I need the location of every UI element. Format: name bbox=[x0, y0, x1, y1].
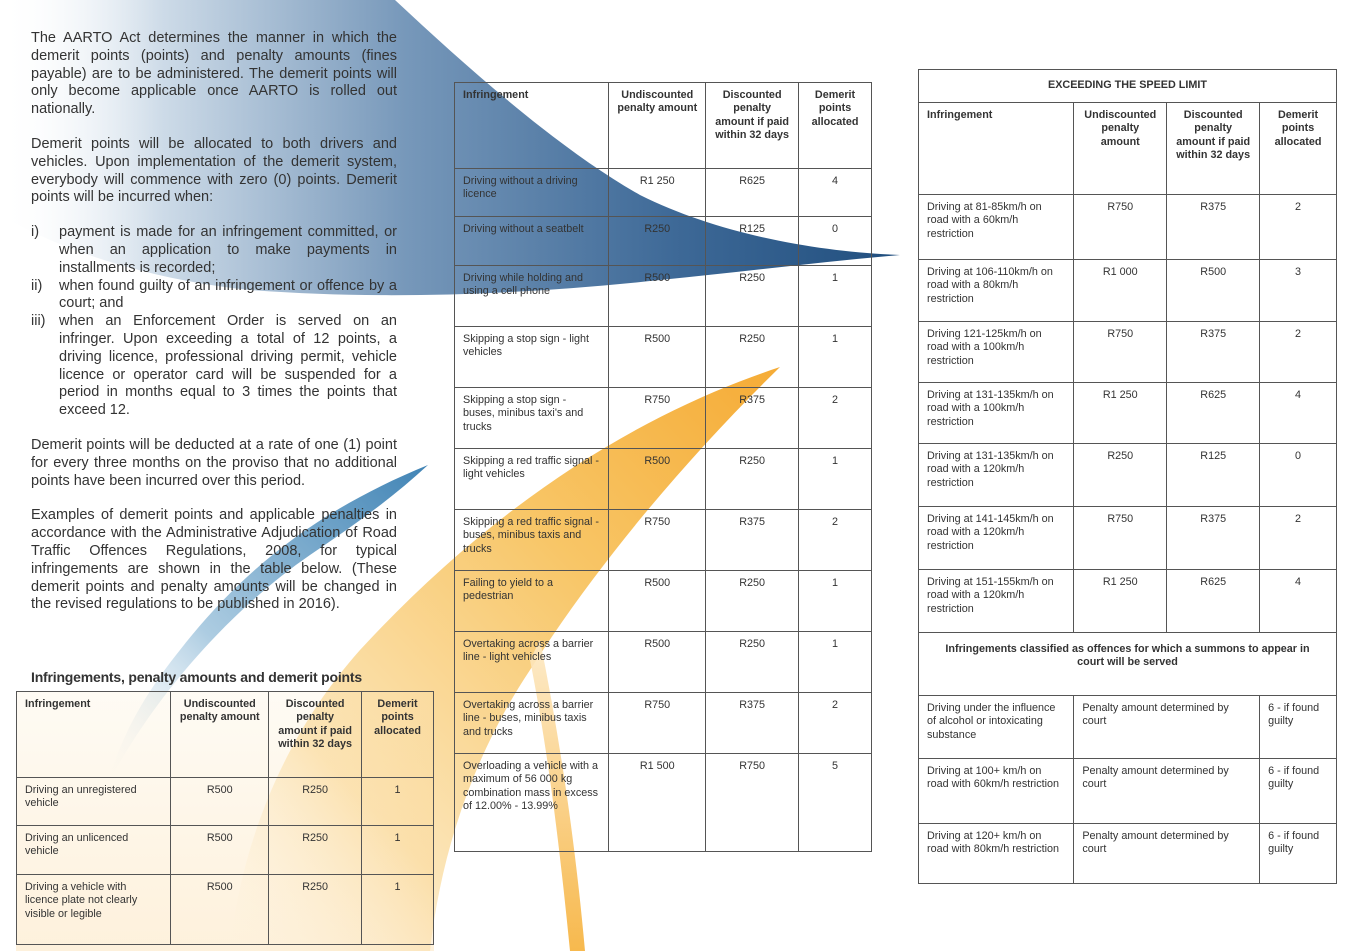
cell-undiscounted: R750 bbox=[609, 388, 706, 449]
table-row bbox=[455, 388, 872, 449]
cell-discounted: R750 bbox=[706, 754, 799, 852]
table-row bbox=[455, 169, 872, 217]
cell-points: 4 bbox=[799, 169, 872, 217]
cell-points: 1 bbox=[799, 327, 872, 388]
cell-infringement: Driving at 81-85km/h on road with a 60km/h restriction bbox=[919, 195, 1074, 260]
table-row bbox=[455, 327, 872, 388]
table-row bbox=[455, 266, 872, 327]
cell-points: 1 bbox=[799, 571, 872, 632]
list-text: when an Enforcement Order is served on an infringer. Upon exceeding a total of 12 points, a driving licence, professional driving permit, vehicle licence or operator card will be suspended for a period in months equal to 3 times the points that exceed 12. bbox=[59, 313, 397, 419]
cell-penalty: Penalty amount determined by court bbox=[1074, 696, 1260, 759]
table-header-row bbox=[17, 692, 434, 778]
cell-discounted: R375 bbox=[1167, 507, 1260, 570]
header-infringement: Infringement bbox=[17, 692, 171, 778]
table-row bbox=[455, 217, 872, 266]
cell-points: 1 bbox=[362, 875, 434, 945]
cell-infringement: Skipping a red traffic signal - buses, minibus taxis and trucks bbox=[455, 510, 609, 571]
header-undiscounted: Undiscounted penalty amount bbox=[609, 83, 706, 169]
header-discounted: Discounted penalty amount if paid within 32 days bbox=[706, 83, 799, 169]
cell-points: 1 bbox=[799, 632, 872, 693]
cell-infringement: Driving at 131-135km/h on road with a 120km/h restriction bbox=[919, 444, 1074, 507]
table-row bbox=[455, 693, 872, 754]
cell-infringement: Driving at 131-135km/h on road with a 100km/h restriction bbox=[919, 383, 1074, 444]
header-discounted: Discounted penalty amount if paid within 32 days bbox=[269, 692, 362, 778]
list-item bbox=[31, 224, 397, 277]
cell-points: 4 bbox=[1260, 383, 1337, 444]
cell-points: 2 bbox=[799, 510, 872, 571]
cell-discounted: R500 bbox=[1167, 260, 1260, 322]
cell-undiscounted: R250 bbox=[1074, 444, 1167, 507]
cell-undiscounted: R750 bbox=[1074, 507, 1167, 570]
header-infringement: Infringement bbox=[455, 83, 609, 169]
cell-undiscounted: R750 bbox=[609, 510, 706, 571]
table-row bbox=[455, 571, 872, 632]
cell-discounted: R250 bbox=[706, 449, 799, 510]
cell-discounted: R250 bbox=[706, 571, 799, 632]
table-row bbox=[919, 507, 1337, 570]
cell-undiscounted: R250 bbox=[609, 217, 706, 266]
list-text: payment is made for an infringement committed, or when an application to make payments in installments is recorded; bbox=[59, 224, 397, 276]
cell-discounted: R250 bbox=[269, 778, 362, 826]
cell-undiscounted: R750 bbox=[1074, 195, 1167, 260]
table-row bbox=[919, 195, 1337, 260]
cell-points: 2 bbox=[1260, 507, 1337, 570]
table-row bbox=[455, 632, 872, 693]
cell-points: 2 bbox=[1260, 195, 1337, 260]
table-row bbox=[455, 449, 872, 510]
table-row bbox=[919, 322, 1337, 383]
cell-undiscounted: R750 bbox=[1074, 322, 1167, 383]
cell-points: 2 bbox=[799, 693, 872, 754]
header-infringement: Infringement bbox=[919, 103, 1074, 195]
cell-points: 2 bbox=[799, 388, 872, 449]
cell-infringement: Driving while holding and using a cell phone bbox=[455, 266, 609, 327]
offence-heading-row bbox=[919, 633, 1337, 696]
list-number: ii) bbox=[31, 277, 43, 294]
cell-points: 6 - if found guilty bbox=[1260, 696, 1337, 759]
cell-undiscounted: R1 500 bbox=[609, 754, 706, 852]
list-item bbox=[31, 278, 397, 314]
cell-discounted: R250 bbox=[706, 632, 799, 693]
cell-undiscounted: R750 bbox=[609, 693, 706, 754]
table-header-row bbox=[455, 83, 872, 169]
infringements-table-2 bbox=[454, 82, 872, 852]
cell-infringement: Overloading a vehicle with a maximum of 56 000 kg combination mass in excess of 12.00% - 13.99% bbox=[455, 754, 609, 852]
cell-points: 0 bbox=[799, 217, 872, 266]
list-number: i) bbox=[31, 224, 40, 241]
speed-limit-table bbox=[918, 69, 1337, 884]
table-header-row bbox=[919, 103, 1337, 195]
table-row bbox=[919, 696, 1337, 759]
cell-discounted: R250 bbox=[269, 875, 362, 945]
cell-points: 1 bbox=[799, 266, 872, 327]
cell-undiscounted: R1 250 bbox=[1074, 383, 1167, 444]
table-row bbox=[455, 754, 872, 852]
table-row bbox=[919, 824, 1337, 884]
cell-discounted: R375 bbox=[706, 510, 799, 571]
cell-penalty: Penalty amount determined by court bbox=[1074, 824, 1260, 884]
intro-paragraph-3: Demerit points will be deducted at a rate of one (1) point for every three months on the proviso that no additional points have been incurred over this period. bbox=[31, 436, 397, 489]
cell-points: 4 bbox=[1260, 570, 1337, 633]
section-heading: Infringements, penalty amounts and demerit points bbox=[31, 669, 362, 685]
cell-discounted: R125 bbox=[706, 217, 799, 266]
table-title-row bbox=[919, 70, 1337, 103]
cell-points: 2 bbox=[1260, 322, 1337, 383]
cell-discounted: R375 bbox=[1167, 195, 1260, 260]
offence-heading: Infringements classified as offences for which a summons to appear in court will be served bbox=[919, 633, 1337, 696]
list-item bbox=[31, 313, 397, 420]
cell-infringement: Failing to yield to a pedestrian bbox=[455, 571, 609, 632]
cell-points: 6 - if found guilty bbox=[1260, 759, 1337, 824]
cell-discounted: R375 bbox=[706, 388, 799, 449]
cell-discounted: R625 bbox=[1167, 570, 1260, 633]
cell-infringement: Driving at 151-155km/h on road with a 120km/h restriction bbox=[919, 570, 1074, 633]
cell-undiscounted: R500 bbox=[609, 571, 706, 632]
cell-infringement: Driving at 106-110km/h on road with a 80km/h restriction bbox=[919, 260, 1074, 322]
list-text: when found guilty of an infringement or offence by a court; and bbox=[59, 277, 397, 312]
cell-points: 5 bbox=[799, 754, 872, 852]
cell-infringement: Driving at 141-145km/h on road with a 120km/h restriction bbox=[919, 507, 1074, 570]
intro-paragraph-4: Examples of demerit points and applicable penalties in accordance with the Administrative Adjudication of Road Traffic Offences Regulations, 2008, for typical infringements are shown in the table below. (These demerit points and penalty amounts will be changed in the revised regulations to be published in 2016). bbox=[31, 507, 397, 613]
cell-infringement: Driving an unregistered vehicle bbox=[17, 778, 171, 826]
cell-undiscounted: R1 000 bbox=[1074, 260, 1167, 322]
cell-infringement: Driving at 100+ km/h on road with 60km/h restriction bbox=[919, 759, 1074, 824]
cell-discounted: R625 bbox=[1167, 383, 1260, 444]
list-number: iii) bbox=[31, 313, 46, 330]
intro-paragraph-1: The AARTO Act determines the manner in which the demerit points (points) and penalty amounts (fines payable) are to be administered. The demerit points will only become applicable once AARTO is rolled out nationally. bbox=[31, 30, 397, 118]
header-undiscounted: Undiscounted penalty amount bbox=[1074, 103, 1167, 195]
header-points: Demerit points allocated bbox=[362, 692, 434, 778]
header-points: Demerit points allocated bbox=[799, 83, 872, 169]
cell-infringement: Driving without a driving licence bbox=[455, 169, 609, 217]
cell-infringement: Driving at 120+ km/h on road with 80km/h restriction bbox=[919, 824, 1074, 884]
table-row bbox=[17, 875, 434, 945]
cell-points: 1 bbox=[362, 826, 434, 875]
cell-infringement: Driving under the influence of alcohol or intoxicating substance bbox=[919, 696, 1074, 759]
cell-penalty: Penalty amount determined by court bbox=[1074, 759, 1260, 824]
header-points: Demerit points allocated bbox=[1260, 103, 1337, 195]
table-row bbox=[919, 260, 1337, 322]
table-row bbox=[17, 778, 434, 826]
header-undiscounted: Undiscounted penalty amount bbox=[171, 692, 269, 778]
cell-infringement: Skipping a red traffic signal - light vehicles bbox=[455, 449, 609, 510]
cell-undiscounted: R1 250 bbox=[609, 169, 706, 217]
table-row bbox=[919, 444, 1337, 507]
cell-undiscounted: R1 250 bbox=[1074, 570, 1167, 633]
cell-undiscounted: R500 bbox=[171, 778, 269, 826]
cell-points: 0 bbox=[1260, 444, 1337, 507]
cell-undiscounted: R500 bbox=[609, 632, 706, 693]
conditions-list bbox=[31, 224, 397, 420]
cell-infringement: Driving without a seatbelt bbox=[455, 217, 609, 266]
table-row bbox=[919, 570, 1337, 633]
table-row bbox=[455, 510, 872, 571]
infringements-table-1 bbox=[16, 691, 434, 945]
cell-undiscounted: R500 bbox=[609, 327, 706, 388]
intro-text bbox=[31, 30, 397, 631]
cell-points: 1 bbox=[799, 449, 872, 510]
cell-discounted: R250 bbox=[706, 266, 799, 327]
cell-discounted: R125 bbox=[1167, 444, 1260, 507]
cell-infringement: Driving a vehicle with licence plate not clearly visible or legible bbox=[17, 875, 171, 945]
intro-paragraph-2: Demerit points will be allocated to both drivers and vehicles. Upon implementation of the demerit system, everybody will commence with zero (0) points. Demerit points will be incurred when: bbox=[31, 135, 397, 206]
cell-points: 3 bbox=[1260, 260, 1337, 322]
header-discounted: Discounted penalty amount if paid within 32 days bbox=[1167, 103, 1260, 195]
cell-infringement: Driving 121-125km/h on road with a 100km/h restriction bbox=[919, 322, 1074, 383]
cell-discounted: R375 bbox=[706, 693, 799, 754]
cell-infringement: Skipping a stop sign - light vehicles bbox=[455, 327, 609, 388]
cell-discounted: R250 bbox=[269, 826, 362, 875]
table-row bbox=[919, 759, 1337, 824]
cell-infringement: Driving an unlicenced vehicle bbox=[17, 826, 171, 875]
cell-undiscounted: R500 bbox=[609, 266, 706, 327]
cell-discounted: R375 bbox=[1167, 322, 1260, 383]
cell-points: 6 - if found guilty bbox=[1260, 824, 1337, 884]
cell-discounted: R625 bbox=[706, 169, 799, 217]
table-row bbox=[17, 826, 434, 875]
table-row bbox=[919, 383, 1337, 444]
cell-infringement: Overtaking across a barrier line - light vehicles bbox=[455, 632, 609, 693]
cell-infringement: Overtaking across a barrier line - buses, minibus taxis and trucks bbox=[455, 693, 609, 754]
cell-undiscounted: R500 bbox=[171, 826, 269, 875]
cell-undiscounted: R500 bbox=[609, 449, 706, 510]
cell-undiscounted: R500 bbox=[171, 875, 269, 945]
table-title: EXCEEDING THE SPEED LIMIT bbox=[919, 70, 1337, 103]
cell-discounted: R250 bbox=[706, 327, 799, 388]
cell-infringement: Skipping a stop sign - buses, minibus taxi's and trucks bbox=[455, 388, 609, 449]
cell-points: 1 bbox=[362, 778, 434, 826]
